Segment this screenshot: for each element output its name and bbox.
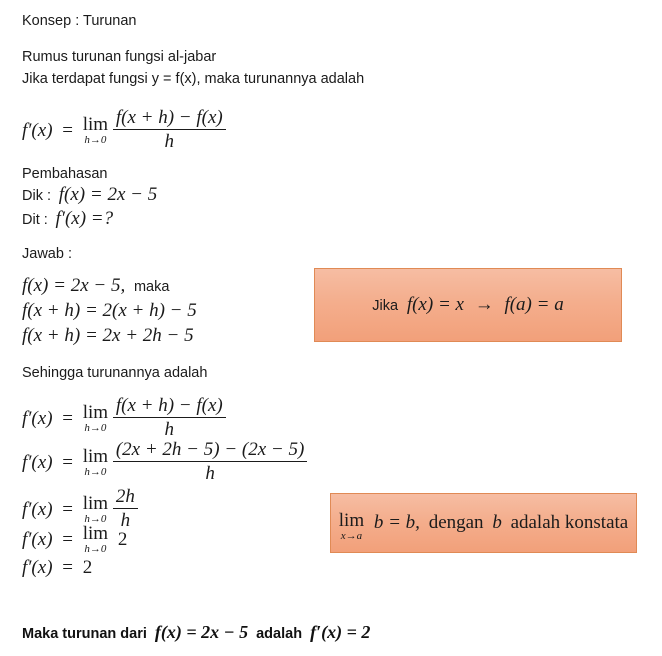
fraction-numerator: f(x + h) − f(x) <box>115 395 223 416</box>
limit-subscript: h→0 <box>84 513 107 525</box>
step-4-equals: = <box>62 528 73 550</box>
step-1-lhs: f′(x) <box>22 407 53 429</box>
jawab-line-1-math: f(x) = 2x − 5, <box>22 275 126 296</box>
step-3-lhs: f′(x) <box>22 498 53 520</box>
limit-subscript: x→a <box>340 529 363 542</box>
dit-value: f′(x) =? <box>55 208 114 229</box>
fraction-denominator: h <box>205 463 215 484</box>
fraction-numerator: (2x + 2h − 5) − (2x − 5) <box>115 439 305 460</box>
step-1-equals: = <box>62 407 73 429</box>
conclusion-expr-1: f(x) = 2x − 5 <box>154 622 249 642</box>
definition-formula <box>22 108 226 153</box>
fraction-numerator: f(x + h) − f(x) <box>115 107 223 128</box>
step-1-limit <box>83 403 108 434</box>
callout-one-prefix: Jika <box>372 298 399 314</box>
jawab-line-1-tail: maka <box>133 279 170 295</box>
limit-subscript: h→0 <box>84 422 107 434</box>
limit-operator: lim <box>82 114 109 135</box>
conclusion-line <box>22 622 370 643</box>
step-1-fraction <box>113 395 226 440</box>
callout-box-limit <box>330 493 637 553</box>
callout-one-body: f(x) = x <box>406 294 464 315</box>
conclusion-expr-2: f′(x) = 2 <box>310 622 371 642</box>
intro-line-2: Jika terdapat fungsi y = f(x), maka turunannya adalah <box>22 71 365 87</box>
step-3-limit <box>83 494 108 525</box>
sehingga-heading: Sehingga turunannya adalah <box>22 365 208 381</box>
step-5-lhs: f′(x) <box>22 556 53 578</box>
jawab-line-1 <box>22 275 169 297</box>
callout-two-tail-1: dengan <box>428 512 484 533</box>
step-4-lhs: f′(x) <box>22 528 53 550</box>
limit-subscript: h→0 <box>84 466 107 478</box>
callout-one-result: f(a) = a <box>504 294 564 315</box>
definition-limit <box>83 115 108 146</box>
conclusion-prefix: Maka turunan dari <box>22 626 147 642</box>
callout-box-jika <box>314 268 622 342</box>
step-2-equals: = <box>62 451 73 473</box>
step-4-limit <box>83 524 108 555</box>
arrow-icon: → <box>474 294 494 315</box>
jawab-line-3: f(x + h) = 2x + 2h − 5 <box>22 325 194 346</box>
limit-operator: lim <box>82 523 109 544</box>
callout-two-tail-var: b <box>492 512 502 533</box>
fraction-denominator: h <box>164 419 175 440</box>
dik-label: Dik : <box>22 188 51 204</box>
limit-subscript: h→0 <box>84 543 107 555</box>
derivation-step-4 <box>22 524 127 555</box>
derivation-step-1 <box>22 396 226 441</box>
dit-label: Dit : <box>22 212 48 228</box>
pembahasan-heading: Pembahasan <box>22 166 108 182</box>
callout-two-tail-2: adalah konstata <box>510 512 629 533</box>
conclusion-middle: adalah <box>256 626 303 642</box>
callout-one-content <box>372 294 563 316</box>
jawab-heading: Jawab : <box>22 246 72 262</box>
callout-two-content <box>338 508 629 542</box>
callout-two-body: b = b, <box>373 512 420 533</box>
dit-line <box>22 208 113 230</box>
fraction-denominator: h <box>164 131 175 152</box>
limit-subscript: h→0 <box>84 134 107 146</box>
callout-two-limit <box>339 511 364 542</box>
derivation-step-5 <box>22 556 92 579</box>
fraction-numerator: 2h <box>115 486 135 507</box>
step-5-value: 2 <box>82 556 93 578</box>
limit-operator: lim <box>338 509 365 531</box>
dik-value: f(x) = 2x − 5 <box>58 184 158 205</box>
definition-lhs: f′(x) <box>22 119 53 141</box>
step-5-equals: = <box>62 556 73 578</box>
fraction-bar <box>113 417 226 418</box>
fraction-denominator: h <box>120 510 131 531</box>
definition-fraction <box>113 107 226 152</box>
step-4-value: 2 <box>117 528 128 550</box>
limit-operator: lim <box>82 446 109 467</box>
topic-line: Konsep : Turunan <box>22 13 137 29</box>
step-2-fraction <box>113 439 307 484</box>
definition-equals: = <box>62 119 73 141</box>
limit-operator: lim <box>82 493 109 514</box>
step-2-lhs: f′(x) <box>22 451 53 473</box>
fraction-bar <box>113 129 226 130</box>
dik-line <box>22 184 157 206</box>
derivation-step-2 <box>22 440 307 485</box>
step-2-limit <box>83 447 108 478</box>
fraction-bar <box>113 508 138 509</box>
limit-operator: lim <box>82 402 109 423</box>
fraction-bar <box>113 461 307 462</box>
intro-line-1: Rumus turunan fungsi al-jabar <box>22 49 217 65</box>
step-3-equals: = <box>62 498 73 520</box>
jawab-line-2: f(x + h) = 2(x + h) − 5 <box>22 300 197 321</box>
